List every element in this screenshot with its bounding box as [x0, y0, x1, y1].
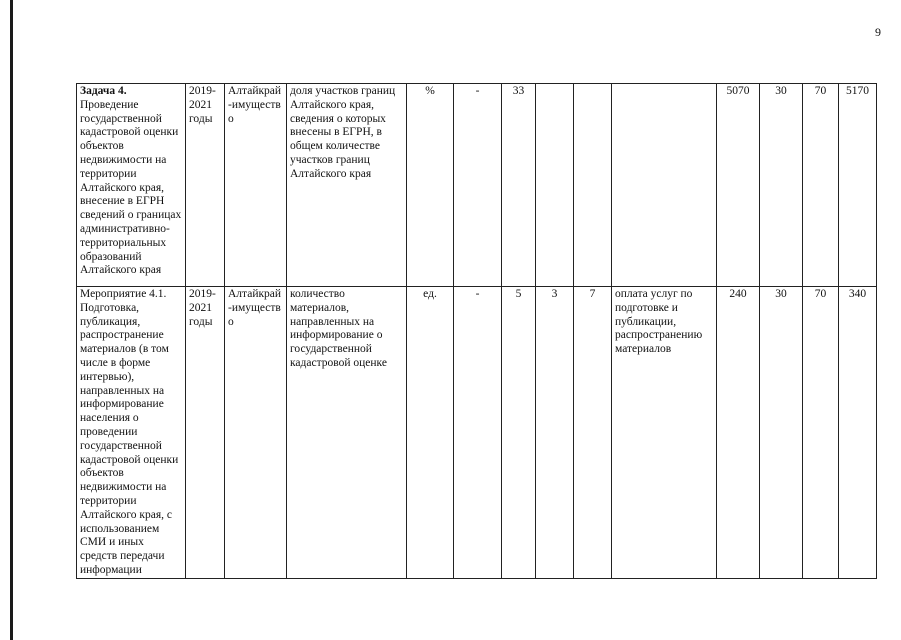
unit-cell: ед.	[407, 287, 454, 579]
unit-cell: %	[407, 84, 454, 287]
funding-cell: 340	[839, 287, 877, 579]
name-cell	[77, 287, 186, 579]
indicator-cell: доля участков границ Алтайского края, сведения о которых внесены в ЕГРН, в общем количестве участков границ Алтайского края	[287, 84, 407, 287]
funding-cell: 30	[760, 287, 803, 579]
value-cell: -	[454, 84, 502, 287]
measure-text: Мероприятие 4.1. Подготовка, публикация, распространение материалов (в том числе в форме интервью), направленных на информирование населения о проведении государственной кадастровой оценки объектов недвижимости на территории Алтайского края, с использованием СМИ и иных средств передачи информации	[80, 288, 179, 576]
funding-cell: 240	[717, 287, 760, 579]
funding-cell: 5170	[839, 84, 877, 287]
value-cell: 3	[536, 287, 574, 579]
executor-cell: Алтайкрай-имущество	[225, 84, 287, 287]
table-row	[77, 84, 877, 287]
executor-cell: Алтайкрай-имущество	[225, 287, 287, 579]
period-cell: 2019-2021 годы	[186, 287, 225, 579]
period-cell: 2019-2021 годы	[186, 84, 225, 287]
funding-cell: 70	[803, 84, 839, 287]
value-cell	[536, 84, 574, 287]
value-cell: 33	[502, 84, 536, 287]
data-table	[76, 83, 877, 579]
page-number: 9	[875, 25, 881, 39]
funding-cell: 5070	[717, 84, 760, 287]
task-title: Задача 4.	[80, 85, 127, 97]
value-cell: 5	[502, 287, 536, 579]
table-row	[77, 287, 877, 579]
binding-line	[10, 0, 13, 640]
value-cell	[574, 84, 612, 287]
name-cell	[77, 84, 186, 287]
value-cell: 7	[574, 287, 612, 579]
value-cell: -	[454, 287, 502, 579]
funding-cell: 70	[803, 287, 839, 579]
task-text: Проведение государственной кадастровой оценки объектов недвижимости на территории Алтайского края, внесение в ЕГРН сведений о границах административно-территориальных образований Алтайского края	[80, 98, 182, 277]
activity-cell: оплата услуг по подготовке и публикации, распространению материалов	[612, 287, 717, 579]
activity-cell	[612, 84, 717, 287]
indicator-cell: количество материалов, направленных на информирование о государственной кадастровой оценке	[287, 287, 407, 579]
funding-cell: 30	[760, 84, 803, 287]
